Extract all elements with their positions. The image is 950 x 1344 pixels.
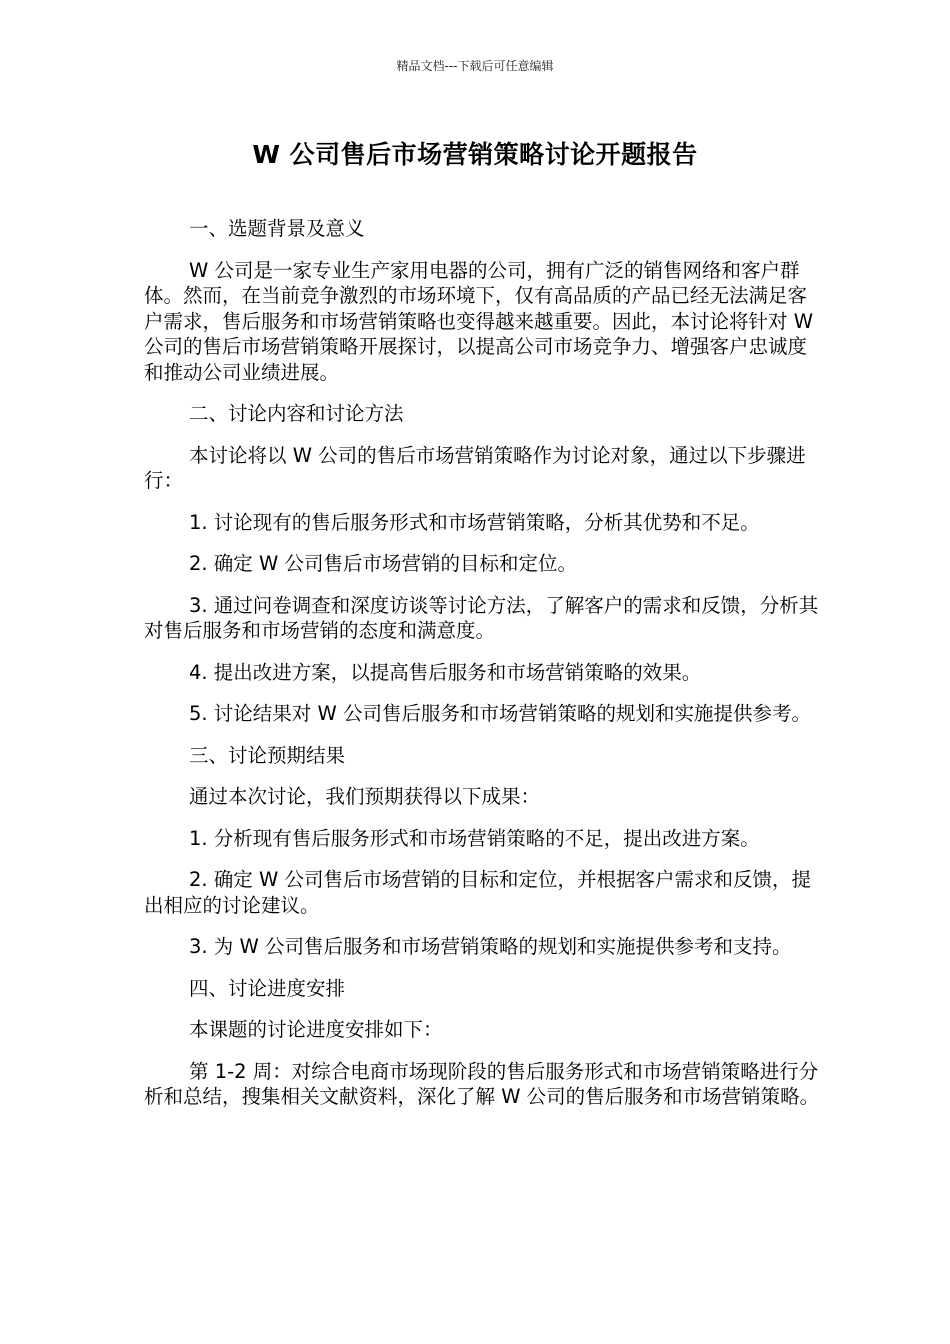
list-item-step-3: 3. 通过问卷调查和深度访谈等讨论方法，了解客户的需求和反馈，分析其对售后服务和市场营销的态度和满意度。 <box>144 593 819 642</box>
document-body <box>144 216 822 1126</box>
section-heading-1: 一、选题背景及意义 <box>189 217 365 240</box>
paragraph-background: W 公司是一家专业生产家用电器的公司，拥有广泛的销售网络和客户群体。然而，在当前竞争激烈的市场环境下，仅有高品质的产品已经无法满足客户需求，售后服务和市场营销策略也变得越来越重要。因此，本讨论将针对 W 公司的售后市场营销策略开展探讨，以提高公司市场竞争力、增强客户忠诚度和推动公司业绩进展。 <box>144 258 813 384</box>
list-item-result-3: 3. 为 W 公司售后服务和市场营销策略的规划和实施提供参考和支持。 <box>189 935 792 958</box>
list-item-schedule-week-1-2: 第 1-2 周：对综合电商市场现阶段的售后服务形式和市场营销策略进行分析和总结，搜集相关文献资料，深化了解 W 公司的售后服务和市场营销策略。 <box>144 1059 820 1108</box>
list-item-step-2: 2. 确定 W 公司售后市场营销的目标和定位。 <box>189 552 577 575</box>
paragraph-method-intro: 本讨论将以 W 公司的售后市场营销策略作为讨论对象，通过以下步骤进行： <box>144 443 806 492</box>
paragraph-schedule-intro: 本课题的讨论进度安排如下： <box>189 1018 443 1041</box>
section-heading-3: 三、讨论预期结果 <box>189 743 346 767</box>
list-item-result-2: 2. 确定 W 公司售后市场营销的目标和定位，并根据客户需求和反馈，提出相应的讨论建议。 <box>144 868 811 917</box>
list-item-step-1: 1. 讨论现有的售后服务形式和市场营销策略，分析其优势和不足。 <box>189 510 760 534</box>
list-item-step-4: 4. 提出改进方案，以提高售后服务和市场营销策略的效果。 <box>189 660 702 684</box>
header-note: 精品文档---下载后可任意编辑 <box>396 59 554 73</box>
document-title: W 公司售后市场营销策略讨论开题报告 <box>252 140 698 169</box>
list-item-step-5: 5. 讨论结果对 W 公司售后服务和市场营销策略的规划和实施提供参考。 <box>189 702 811 725</box>
list-item-result-1: 1. 分析现有售后服务形式和市场营销策略的不足，提出改进方案。 <box>189 826 760 850</box>
section-heading-2: 二、讨论内容和讨论方法 <box>189 402 404 425</box>
section-heading-4: 四、讨论进度安排 <box>189 976 346 1000</box>
paragraph-results-intro: 通过本次讨论，我们预期获得以下成果： <box>189 785 541 808</box>
